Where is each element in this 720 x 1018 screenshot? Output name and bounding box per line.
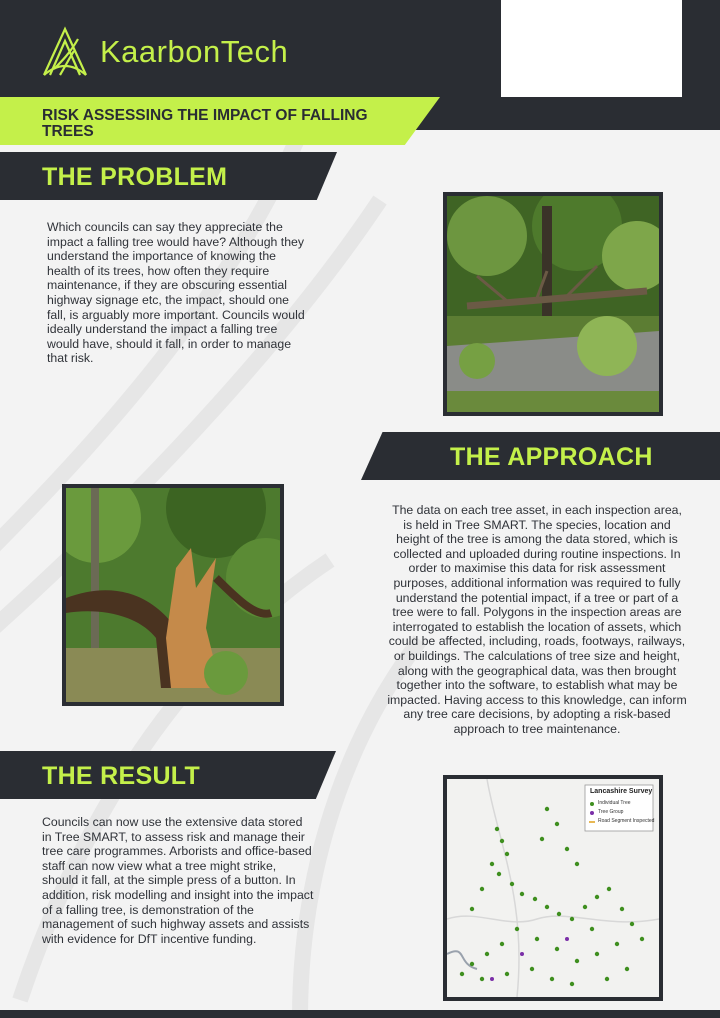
page-title: RISK ASSESSING THE IMPACT OF FALLING TREES <box>42 107 368 140</box>
map-legend-individual-tree: Individual Tree <box>598 800 631 806</box>
result-heading: THE RESULT <box>42 762 201 790</box>
approach-heading: THE APPROACH <box>450 443 653 471</box>
problem-body: Which councils can say they appreciate the impact a falling tree would have? Although they understand the importance of knowing the health of its trees, how often they require maintenance, if they are obscuring essential highway signage etc, the impact, should one fall, is arguably more important. Councils would ideally understand the impact a falling tree would have, should it fall, in order to manage that risk. <box>47 220 305 366</box>
brand-logo <box>40 25 288 79</box>
map-legend-title: Lancashire Survey <box>590 788 653 795</box>
brand-name: KaarbonTech <box>100 34 289 69</box>
fallen-tree-on-road-photo <box>443 192 663 416</box>
result-body: Councils can now use the extensive data stored in Tree SMART, to assess risk and manage their tree care programmes. Arborists and office-based staff can now view what a tree might strike, should it fall, at the simple press of a button. In addition, risk modelling and insight into the impact of a falling tree, is demonstration of the management of such highway assets and assists with evidence for DfT incentive funding. <box>42 815 314 946</box>
approach-body: The data on each tree asset, in each inspection area, is held in Tree SMART. The species, location and height of the tree is among the data stored, which is collected and uploaded during routine inspections. In order to maximise this data for risk assessment purposes, additional information was required to fully understand the potential impact, if a tree or part of a tree were to fall. Polygons in the inspection areas are interrogated to establish the location of assets, which could be affected, including, roads, footways, railways, or buildings. The calculations of tree size and height, along with the geographical data, was then brought together into the software, to establish what may be impacted. Having access to this knowledge, can inform any tree care decisions, by adopting a risk-based approach to tree maintenance. <box>387 503 687 736</box>
kaarbontech-logo-icon <box>40 25 90 79</box>
lancashire-survey-map <box>443 775 663 1001</box>
problem-heading: THE PROBLEM <box>42 163 228 191</box>
header-white-block <box>501 0 682 97</box>
map-legend-road-segment: Road Segment Inspected <box>598 818 655 824</box>
footer-bar <box>0 1010 720 1018</box>
broken-tree-trunk-photo <box>62 484 284 706</box>
map-legend-tree-group: Tree Group <box>598 809 624 815</box>
